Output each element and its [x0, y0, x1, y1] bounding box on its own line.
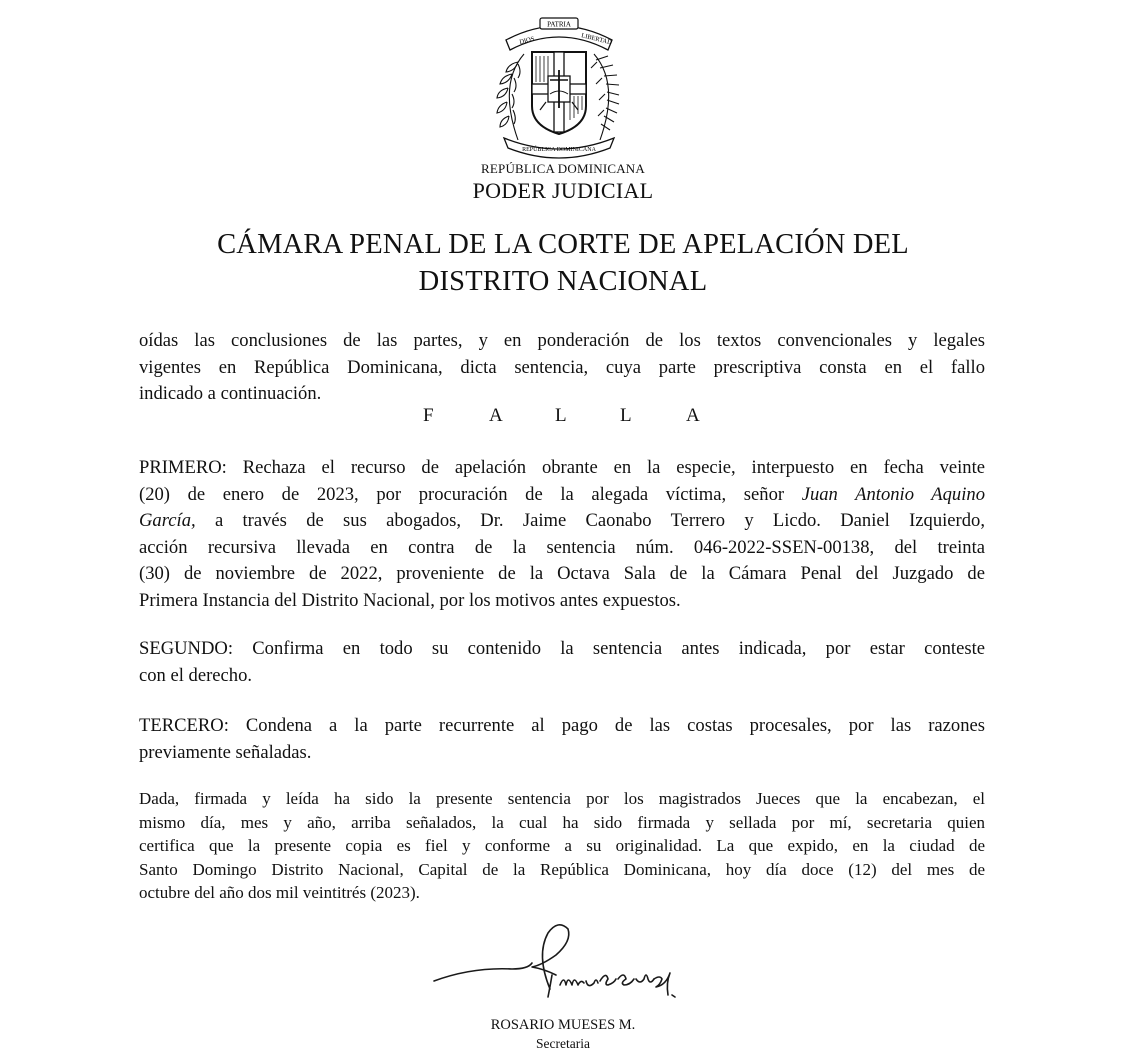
signer-name: ROSARIO MUESES M.: [490, 1017, 636, 1033]
intro-line-3: indicado a continuación.: [139, 383, 322, 404]
falla-letter: L: [555, 405, 567, 426]
intro-line-1: oídas las conclusiones de las partes, y en ponderación de los textos convencionales y legales: [139, 330, 985, 351]
svg-text:LIBERTAD: LIBERTAD: [580, 32, 613, 47]
certification-line-1: Dada, firmada y leída ha sido la presente sentencia por los magistrados Jueces que la encabezan, el: [139, 789, 985, 808]
primero-line-2: [139, 482, 985, 509]
primero-line-2-text: (20) de enero de 2023, por procuración de la alegada víctima, señor: [139, 483, 802, 505]
coat-of-arms-icon: [484, 14, 634, 162]
falla-letter: A: [686, 405, 700, 426]
certification-paragraph: [139, 787, 985, 905]
tercero-line-1: TERCERO: Condena a la parte recurrente al pago de las costas procesales, por las razones: [139, 715, 985, 736]
primero-line-3-text: a través de sus abogados, Dr. Jaime Caonabo Terrero y Licdo. Daniel Izquierdo,: [195, 510, 985, 531]
segundo-line-1: SEGUNDO: Confirma en todo su contenido la sentencia antes indicada, por estar conteste: [139, 638, 985, 659]
primero-line-4: acción recursiva llevada en contra de la sentencia núm. 046-2022-SSEN-00138, del treinta: [139, 536, 985, 558]
institution-name: PODER JUDICIAL: [472, 178, 654, 203]
certification-line-3: certifica que la presente copia es fiel y conforme a su originalidad. La que expido, en la ciudad de: [139, 836, 985, 855]
falla-letter: L: [620, 405, 632, 426]
chamber-title-line-2: DISTRITO NACIONAL: [418, 266, 708, 297]
intro-paragraph: [139, 328, 985, 408]
primero-line-1: PRIMERO: Rechaza el recurso de apelación obrante en la especie, interpuesto en fecha veinte: [139, 457, 985, 478]
victim-name-part-2: García,: [139, 510, 196, 531]
primero-line-6: Primera Instancia del Distrito Nacional, por los motivos antes expuestos.: [139, 589, 681, 611]
chamber-title: [0, 226, 1126, 300]
falla-letter: F: [423, 405, 434, 426]
svg-text:DIOS: DIOS: [518, 35, 536, 46]
certification-line-4: Santo Domingo Distrito Nacional, Capital de la República Dominicana, hoy día doce (12) del mes de: [139, 859, 985, 879]
certification-line-2: mismo día, mes y año, arriba señalados, la cual ha sido firmada y sellada por mí, secretaria quien: [139, 812, 985, 832]
signer-title: Secretaria: [536, 1036, 590, 1051]
chamber-title-line-1: CÁMARA PENAL DE LA CORTE DE APELACIÓN DEL: [217, 229, 909, 260]
segundo-paragraph: [139, 636, 985, 689]
primero-line-3: [139, 508, 985, 535]
country-name: REPÚBLICA DOMINICANA: [481, 161, 645, 176]
tercero-paragraph: [139, 713, 985, 766]
certification-line-5: octubre del año dos mil veintitrés (2023).: [139, 883, 420, 902]
handwritten-signature-icon: [432, 915, 707, 1015]
tercero-line-2: previamente señaladas.: [139, 741, 312, 763]
svg-text:REPÚBLICA DOMINICANA: REPÚBLICA DOMINICANA: [522, 147, 596, 153]
segundo-line-2: con el derecho.: [139, 664, 253, 686]
falla-letter: A: [489, 405, 503, 426]
primero-line-5: (30) de noviembre de 2022, proveniente de la Octava Sala de la Cámara Penal del Juzgado de: [139, 563, 985, 584]
victim-name-part-1: Juan Antonio Aquino: [801, 483, 985, 505]
svg-text:PATRIA: PATRIA: [547, 20, 571, 29]
intro-line-2: vigentes en República Dominicana, dicta sentencia, cuya parte prescriptiva consta en el fallo: [139, 356, 985, 378]
primero-paragraph: [139, 455, 985, 614]
